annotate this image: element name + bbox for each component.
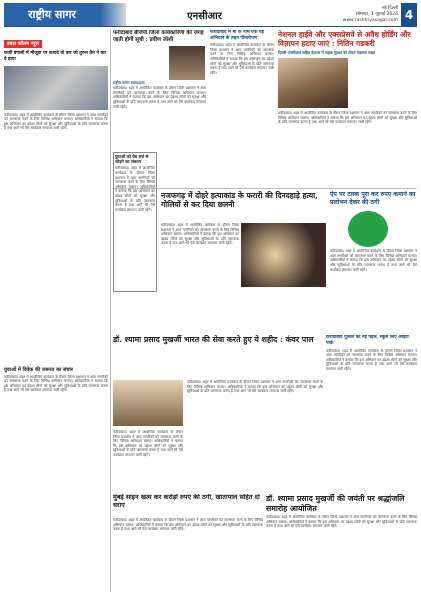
plantation-headline: फरीदाबाद में मां के नाम एक पेड़ अभियान के तहत पौधारोपण [210, 30, 264, 41]
gadkari-subhead: दिल्ली-एनसीआर सहित देशभर में सड़क सुरक्षा को लेकर मंत्रालय सख्त [278, 50, 376, 55]
murder-story [161, 223, 326, 331]
police-headline: फरीदाबाद पुलिस की नई पहल, स्कूल लिए आईटी पार्क [326, 335, 409, 346]
camp-text: फरीदाबाद। शहर में आयोजित कार्यक्रम के दौरान जिला प्रशासन ने आम नागरिकों को जागरूक करने के लिए विभिन्न अभियान चलाए। अधिकारियों ने बताया कि इस अभियान का उद्देश्य लोगों को सुरक्षा और सुविधाओं के प्रति जागरूक करना है तथा आगे भी ऐसे कार्यक्रम लगातार जारी रहेंगे। [115, 166, 155, 212]
masthead [4, 3, 417, 27]
whatsapp-headline: ऐप पर टास्क पूरा कर रुपए कमाने का प्रलोभन देकर की ठगी [330, 191, 416, 206]
murder-text: फरीदाबाद। शहर में आयोजित कार्यक्रम के दौरान जिला प्रशासन ने आम नागरिकों को जागरूक करने के लिए विभिन्न अभियान चलाए। अधिकारियों ने बताया कि इस अभियान का उद्देश्य लोगों को सुरक्षा और सुविधाओं के प्रति जागरूक करना है तथा आगे भी ऐसे कार्यक्रम लगातार जारी रहेंगे। [161, 223, 239, 246]
site-label: www.rashtriyasagar.com [342, 17, 398, 23]
gadkari-headline: नेशनल हाईवे और एक्सप्रेसवे से अवैध होर्डिंग और विज्ञापन हटाए जाएं : नितिन गडकरी [278, 30, 411, 48]
mumbai-headline-box [113, 494, 263, 516]
shyama-story [113, 380, 323, 490]
bjp-byline: राष्ट्रीय सागर संवाददाता [113, 80, 145, 86]
camp-headline: युवाओं को वेब सर्च से जोड़ने का संकल्प [115, 154, 149, 165]
bjp-story [113, 30, 206, 150]
column-rule [110, 30, 111, 591]
left-top-photo [4, 66, 108, 110]
masthead-accent [100, 3, 126, 26]
mumbai-story [113, 518, 263, 591]
joshi-photo [169, 46, 205, 80]
camp-box [113, 152, 157, 292]
yoga-headline: युवाओं में विवेक की जरूरत का संचार [4, 366, 73, 373]
gadkari-text: फरीदाबाद। शहर में आयोजित कार्यक्रम के दौरान जिला प्रशासन ने आम नागरिकों को जागरूक करने के लिए विभिन्न अभियान चलाए। अधिकारियों ने बताया कि इस अभियान का उद्देश्य लोगों को सुरक्षा और सुविधाओं के प्रति जागरूक करना है तथा आगे भी ऐसे कार्यक्रम लगातार जारी रहेंगे। [278, 111, 417, 125]
plantation-text: फरीदाबाद। शहर में आयोजित कार्यक्रम के दौरान जिला प्रशासन ने आम नागरिकों को जागरूक करने के लिए विभिन्न अभियान चलाए। अधिकारियों ने बताया कि इस अभियान का उद्देश्य लोगों को सुरक्षा और सुविधाओं के प्रति जागरूक करना है तथा आगे भी ऐसे कार्यक्रम लगातार जारी रहेंगे। [210, 43, 274, 75]
newspaper-brand: राष्ट्रीय सागर [4, 3, 100, 26]
left-column [4, 30, 108, 591]
shyama-photo [113, 380, 183, 426]
city-label: नई दिल्ली [382, 5, 398, 11]
whatsapp-story [330, 191, 417, 331]
police-text: फरीदाबाद। शहर में आयोजित कार्यक्रम के दौरान जिला प्रशासन ने आम नागरिकों को जागरूक करने के लिए विभिन्न अभियान चलाए। अधिकारियों ने बताया कि इस अभियान का उद्देश्य लोगों को सुरक्षा और सुविधाओं के प्रति जागरूक करना है तथा आगे भी ऐसे कार्यक्रम लगातार जारी रहेंगे। [326, 348, 417, 371]
gadkari-story [278, 30, 417, 185]
shyama-bottom-text: फरीदाबाद। शहर में आयोजित कार्यक्रम के दौरान जिला प्रशासन ने आम नागरिकों को जागरूक करने के लिए विभिन्न अभियान चलाए। अधिकारियों ने बताया कि इस अभियान का उद्देश्य लोगों को सुरक्षा और सुविधाओं के प्रति जागरूक करना है तथा आगे भी ऐसे कार्यक्रम लगातार जारी रहेंगे। [266, 515, 417, 529]
left-bottom-text: फरीदाबाद। शहर में आयोजित कार्यक्रम के दौरान जिला प्रशासन ने आम नागरिकों को जागरूक करने के लिए विभिन्न अभियान चलाए। अधिकारियों ने बताया कि इस अभियान का उद्देश्य लोगों को सुरक्षा और सुविधाओं के प्रति जागरूक करना है तथा आगे भी ऐसे कार्यक्रम लगातार जारी रहेंगे। [4, 374, 108, 393]
left-top-headline: फर्जी बंगाली में मौजूदा पर कायदे वो बार जो तुरन्त प्रैम ने कर दे हत्या [4, 51, 106, 62]
section-title: एनसीआर [187, 10, 222, 22]
horizontal-rule [113, 188, 417, 189]
date-label: सोमवार, 1 जुलाई 2024 [355, 11, 398, 17]
murder-headline: नजफगढ़ में दोहरे हत्याकांड के फरारी की दिनदहाड़े हत्या, गोलियों से कर दिया छलनी [161, 191, 318, 210]
column-tag: डबल कॉलम न्यूज [4, 40, 42, 48]
shyama-text-2: फरीदाबाद। शहर में आयोजित कार्यक्रम के दौरान जिला प्रशासन ने आम नागरिकों को जागरूक करने के लिए विभिन्न अभियान चलाए। अधिकारियों ने बताया कि इस अभियान का उद्देश्य लोगों को सुरक्षा और सुविधाओं के प्रति जागरूक करना है तथा आगे भी ऐसे कार्यक्रम लगातार जारी रहेंगे। [113, 430, 183, 457]
whatsapp-text: फरीदाबाद। शहर में आयोजित कार्यक्रम के दौरान जिला प्रशासन ने आम नागरिकों को जागरूक करने के लिए विभिन्न अभियान चलाए। अधिकारियों ने बताया कि इस अभियान का उद्देश्य लोगों को सुरक्षा और सुविधाओं के प्रति जागरूक करना है तथा आगे भी ऐसे कार्यक्रम लगातार जारी रहेंगे। [330, 249, 417, 272]
murder-headline-box [161, 191, 326, 221]
mumbai-headline: मुंबई साइन खत्म कर करोड़ों रुपए की ठगी, खातापाल सहित दो धराए [113, 494, 260, 509]
murder-photo [241, 223, 326, 287]
page-number: 4 [401, 3, 417, 26]
shyama-headline: डॉ. श्यामा प्रसाद मुखर्जी भारत की सेवा करते हुए ये शहीद : कंवर पाल [113, 335, 314, 344]
gadkari-photo [278, 58, 348, 108]
shyama-bottom-headline: डॉ. श्यामा प्रसाद मुखर्जी की जयंती पर श्रद्धांजलि समारोह आयोजित [266, 494, 405, 513]
plantation-story [210, 30, 274, 185]
police-story [326, 335, 417, 490]
whatsapp-icon [348, 211, 388, 247]
shyama-bottom-story [266, 494, 417, 591]
masthead-meta [283, 3, 401, 26]
shyama-text: फरीदाबाद। शहर में आयोजित कार्यक्रम के दौरान जिला प्रशासन ने आम नागरिकों को जागरूक करने के लिए विभिन्न अभियान चलाए। अधिकारियों ने बताया कि इस अभियान का उद्देश्य लोगों को सुरक्षा और सुविधाओं के प्रति जागरूक करना है तथा आगे भी ऐसे कार्यक्रम लगातार जारी रहेंगे। [187, 380, 323, 394]
bjp-headline: फरीदाबाद बीजेपी जिला कार्यकारिणी की जगह जाती होगी सूची : प्रवीण जोशी [113, 30, 204, 43]
mumbai-text: फरीदाबाद। शहर में आयोजित कार्यक्रम के दौरान जिला प्रशासन ने आम नागरिकों को जागरूक करने के लिए विभिन्न अभियान चलाए। अधिकारियों ने बताया कि इस अभियान का उद्देश्य लोगों को सुरक्षा और सुविधाओं के प्रति जागरूक करना है तथा आगे भी ऐसे कार्यक्रम लगातार जारी रहेंगे। [113, 518, 263, 532]
shyama-headline-box [113, 335, 323, 357]
bjp-text: फरीदाबाद। शहर में आयोजित कार्यक्रम के दौरान जिला प्रशासन ने आम नागरिकों को जागरूक करने के लिए विभिन्न अभियान चलाए। अधिकारियों ने बताया कि इस अभियान का उद्देश्य लोगों को सुरक्षा और सुविधाओं के प्रति जागरूक करना है तथा आगे भी ऐसे कार्यक्रम लगातार जारी रहेंगे। [113, 86, 206, 109]
left-body-text: फरीदाबाद। शहर में आयोजित कार्यक्रम के दौरान जिला प्रशासन ने आम नागरिकों को जागरूक करने के लिए विभिन्न अभियान चलाए। अधिकारियों ने बताया कि इस अभियान का उद्देश्य लोगों को सुरक्षा और सुविधाओं के प्रति जागरूक करना है तथा आगे भी ऐसे कार्यक्रम लगातार जारी रहेंगे। [4, 112, 108, 131]
